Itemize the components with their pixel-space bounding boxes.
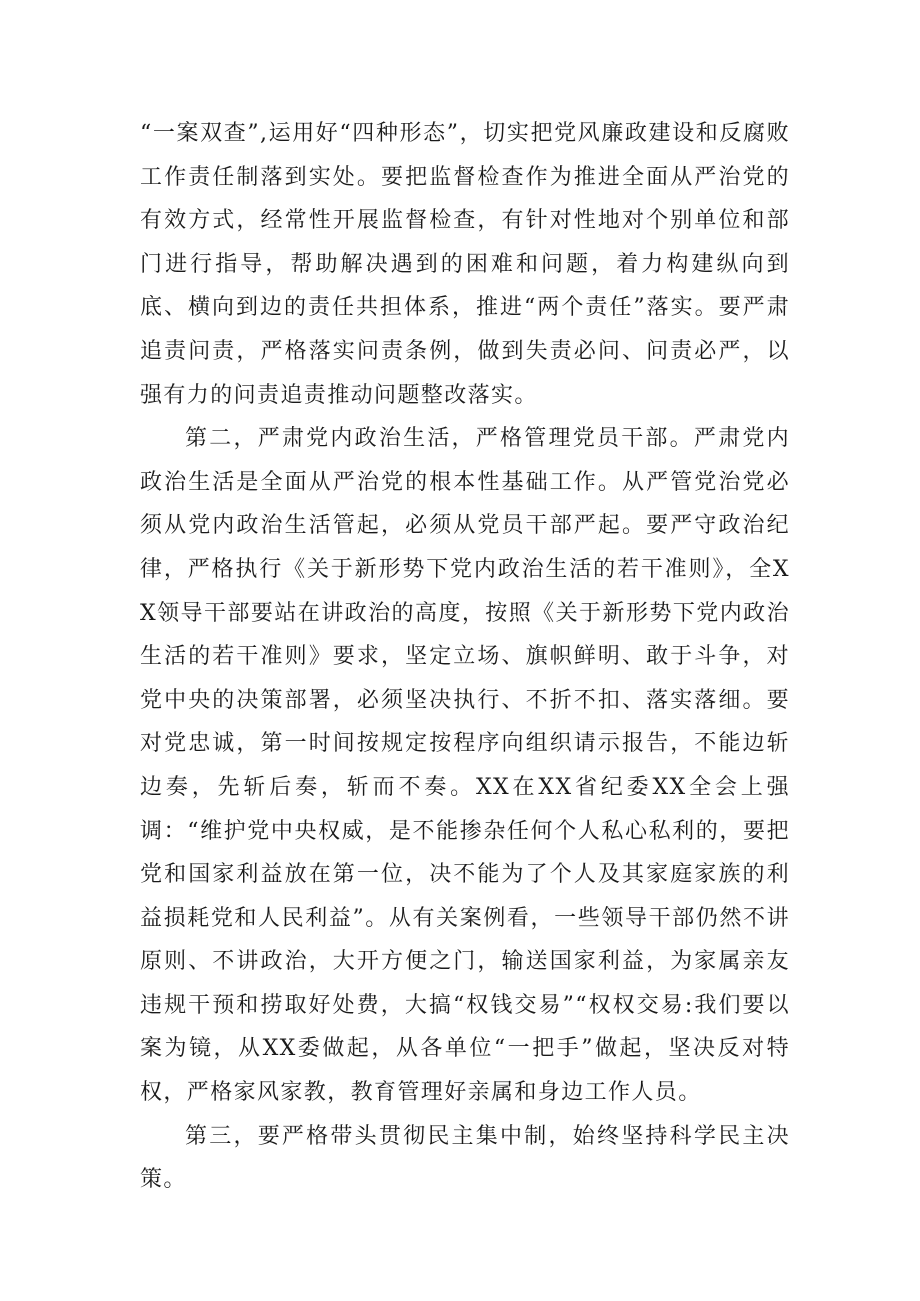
paragraph-second-point: 第二，严肃党内政治生活，严格管理党员干部。严肃党内政治生活是全面从严治党的根本性基础工作。从严管党治党必须从党内政治生活管起，必须从党员干部严起。要严守政治纪律，严格执行《关于新形势下党内政治生活的若干准则》，全XX领导干部要站在讲政治的高度，按照《关于新形势下党内政治生活的若干准则》要求，坚定立场、旗帜鲜明、敢于斗争，对党中央的决策部署，必须坚决执行、不折不扣、落实落细。要对党忠诚，第一时间按规定按程序向组织请示报告，不能边斩边奏，先斩后奏，斩而不奏。XX在XX省纪委XX全会上强调：“维护党中央权威，是不能掺杂任何个人私心私利的，要把党和国家利益放在第一位，决不能为了个人及其家庭家族的利益损耗党和人民利益”。从有关案例看，一些领导干部仍然不讲原则、不讲政治，大开方便之门，输送国家利益，为家属亲友违规干预和捞取好处费，大搞“权钱交易”“权权交易:我们要以案为镜，从XX委做起，从各单位“一把手”做起，坚决反对特权，严格家风家教，教育管理好亲属和身边工作人员。 (140, 426, 790, 1106)
paragraph-third-point: 第三，要严格带头贯彻民主集中制，始终坚持科学民主决策。 (140, 1123, 790, 1193)
document-body (140, 112, 790, 1202)
paragraph-continuation: “一案双查”,运用好“四种形态”，切实把党风廉政建设和反腐败工作责任制落到实处。要把监督检查作为推进全面从严治党的有效方式，经常性开展监督检查，有针对性地对个别单位和部门进行指导，帮助解决遇到的困难和问题，着力构建纵向到底、横向到边的责任共担体系，推进“两个责任”落实。要严肃追责问责，严格落实问责条例，做到失责必问、问责必严，以强有力的问责追责推动问题整改落实。 (140, 121, 790, 408)
